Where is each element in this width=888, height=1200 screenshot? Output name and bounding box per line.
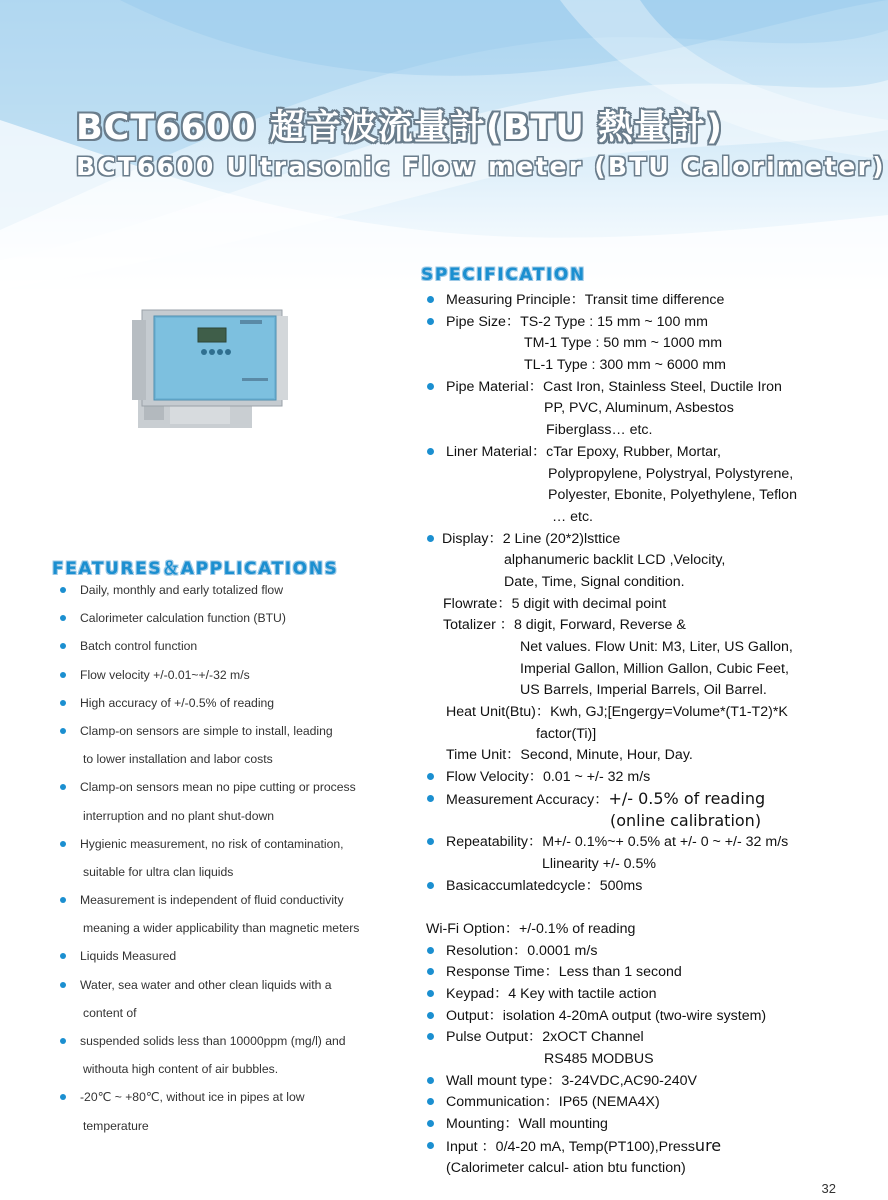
spec-line-main: Heat Unit(Btu)：Kwh, GJ;[Engergy=Volume*(T1-T2)*K (446, 704, 788, 721)
spec-line (424, 485, 884, 507)
spec-line-main: Output：isolation 4-20mA output (two-wire system) (446, 1007, 767, 1024)
feature-item (58, 665, 418, 693)
bullet-icon (60, 587, 66, 593)
feature-item-text: Measurement is independent of fluid conductivity (80, 893, 344, 908)
feature-item (58, 1059, 418, 1087)
spec-line-text (524, 355, 726, 375)
bullet-icon (427, 383, 434, 390)
spec-line-main: Resolution：0.0001 m/s (446, 942, 598, 959)
spec-line (424, 811, 884, 833)
spec-line-main: Mounting：Wall mounting (446, 1116, 608, 1133)
bullet-icon (60, 728, 66, 734)
specification-list (424, 290, 884, 1179)
feature-item (58, 862, 418, 890)
spec-line (424, 420, 884, 442)
spec-line-main: Polypropylene, Polystryal, Polystyrene, (548, 465, 794, 482)
spec-line (424, 1049, 884, 1071)
bullet-icon (427, 968, 434, 975)
feature-item (58, 1087, 418, 1115)
feature-item (58, 975, 418, 1003)
spec-line (424, 398, 884, 420)
spec-line-main: Totalizer ：8 digit, Forward, Reverse & (443, 617, 686, 634)
spec-line-text (446, 832, 788, 852)
bullet-icon (60, 1038, 66, 1044)
spec-line-text (446, 1158, 686, 1178)
spec-line (424, 745, 884, 767)
spec-line (424, 919, 884, 941)
spec-line (424, 615, 884, 637)
spec-line-main: Repeatability：M+/- 0.1%~+ 0.5% at +/- 0 ~ +/- 32 m/s (446, 834, 789, 851)
spec-line-main: Net values. Flow Unit: M3, Liter, US Gallon, (520, 639, 793, 655)
spec-line (424, 550, 884, 572)
spec-line (424, 464, 884, 486)
feature-item (58, 1003, 418, 1031)
feature-item-text: Water, sea water and other clean liquids with a (80, 977, 332, 992)
feature-item (58, 580, 418, 608)
spec-line (424, 355, 884, 377)
spec-line (424, 377, 884, 399)
feature-item-text: Liquids Measured (80, 949, 177, 964)
spec-line-main: US Barrels, Imperial Barrels, Oil Barrel. (520, 682, 767, 699)
spec-line-main: Liner Material：cTar Epoxy, Rubber, Mortar, (446, 443, 721, 460)
feature-item-text: Daily, monthly and early totalized flow (80, 583, 283, 597)
feature-item-text: Calorimeter calculation function (BTU) (80, 611, 286, 626)
bullet-icon (427, 882, 434, 889)
bullet-icon (427, 990, 434, 997)
spec-line-text (426, 919, 635, 939)
feature-item (58, 890, 418, 918)
spec-line-main: TL-1 Type : 300 mm ~ 6000 mm (524, 357, 726, 374)
spec-line-text (443, 615, 686, 635)
bullet-icon (427, 1012, 434, 1019)
spec-line (424, 442, 884, 464)
spec-line (424, 984, 884, 1006)
spec-line-text (446, 1027, 644, 1047)
spec-line-main: Response Time：Less than 1 second (446, 964, 682, 981)
spec-line-main: Display：2 Line (20*2)lsttice (442, 530, 621, 547)
spec-line-main: Keypad：4 Key with tactile action (446, 986, 657, 1002)
feature-item-text: meaning a wider applicability than magnetic meters (83, 921, 360, 936)
spec-line-main: Fiberglass… etc. (546, 422, 653, 439)
feature-item (58, 608, 418, 636)
bullet-icon (427, 773, 434, 780)
spec-line-main: (Calorimeter calcul- ation btu function) (446, 1159, 686, 1176)
spec-line (424, 1006, 884, 1028)
bullet-icon (60, 672, 66, 678)
feature-item-text: content of (83, 1005, 137, 1020)
bullet-icon (60, 643, 66, 649)
spec-line (424, 854, 884, 876)
spec-gap (424, 897, 884, 919)
spec-line (424, 876, 884, 898)
bullet-icon (60, 784, 66, 790)
feature-item-text: withouta high content of air bubbles. (83, 1062, 279, 1077)
bullet-icon (427, 535, 434, 542)
spec-line-text (544, 1049, 654, 1069)
spec-line-text (446, 377, 782, 397)
spec-line-text (442, 529, 620, 549)
spec-line (424, 962, 884, 984)
specification-heading: SPECIFICATION (421, 265, 586, 285)
spec-line-main: … etc. (552, 508, 593, 525)
spec-line (424, 659, 884, 681)
bullet-icon (427, 795, 434, 802)
header-wave-decoration (0, 0, 888, 300)
spec-line-text (504, 572, 685, 592)
spec-line-main: Date, Time, Signal condition. (504, 573, 685, 590)
spec-line (424, 832, 884, 854)
spec-line-extra: +/- 0.5% of reading (608, 788, 766, 808)
spec-line-main: Time Unit：Second, Minute, Hour, Day. (446, 747, 693, 764)
flow-meter-device-photo (130, 306, 290, 434)
spec-line (424, 702, 884, 724)
spec-line-main: Llinearity +/- 0.5% (542, 855, 656, 872)
spec-line-main: Pipe Size：TS-2 Type : 15 mm ~ 100 mm (446, 313, 708, 330)
spec-line-extra: ure (694, 1135, 722, 1155)
feature-item (58, 946, 418, 974)
spec-line-text (446, 1114, 608, 1134)
feature-item-text: temperature (83, 1118, 149, 1133)
feature-item-text: suitable for ultra clan liquids (83, 864, 234, 879)
spec-line-text (446, 941, 597, 961)
spec-line-text (544, 398, 734, 418)
spec-line-text (520, 680, 767, 700)
spec-line (424, 637, 884, 659)
spec-line (424, 724, 884, 746)
spec-line-text (546, 420, 652, 440)
spec-line-text (520, 659, 789, 679)
spec-line-main: Wall mount type：3-24VDC,AC90-240V (446, 1072, 698, 1089)
feature-item (58, 834, 418, 862)
bullet-icon (60, 982, 66, 988)
bullet-icon (427, 1120, 434, 1127)
header-banner (0, 0, 888, 300)
spec-line-main: Measuring Principle：Transit time difference (446, 292, 725, 308)
bullet-icon (60, 841, 66, 847)
spec-line-text (552, 507, 593, 527)
spec-line-text (446, 312, 708, 332)
spec-line-text (446, 1092, 660, 1112)
bullet-icon (427, 318, 434, 325)
bullet-icon (427, 947, 434, 954)
spec-line-text (443, 594, 666, 614)
spec-line-text (446, 984, 657, 1004)
spec-line (424, 1071, 884, 1093)
spec-line-main: Input ：0/4-20 mA, Temp(PT100),Press (446, 1138, 695, 1155)
bullet-icon (427, 1098, 434, 1105)
spec-line-text (548, 464, 793, 484)
bullet-icon (427, 296, 434, 303)
bullet-icon (427, 1077, 434, 1084)
feature-item (58, 636, 418, 664)
feature-item (58, 777, 418, 805)
feature-item-text: Clamp-on sensors are simple to install, leading (80, 723, 333, 738)
spec-line-text (446, 962, 682, 982)
feature-item (58, 749, 418, 777)
spec-line (424, 312, 884, 334)
spec-line-main: Imperial Gallon, Million Gallon, Cubic Feet, (520, 660, 789, 677)
spec-line-text (610, 811, 761, 831)
bullet-icon (427, 448, 434, 455)
spec-line-text (536, 724, 596, 744)
spec-line-main: factor(Ti)] (536, 725, 597, 742)
spec-line-text (446, 442, 721, 462)
bullet-icon (427, 1142, 434, 1149)
bullet-icon (60, 700, 66, 706)
spec-line-text (446, 1136, 721, 1157)
bullet-icon (60, 615, 66, 621)
spec-line-text (524, 333, 722, 353)
bullet-icon (427, 838, 434, 845)
spec-line-text (446, 789, 765, 810)
feature-item-text: Hygienic measurement, no risk of contamination, (80, 836, 344, 851)
feature-item (58, 1031, 418, 1059)
feature-item (58, 918, 418, 946)
spec-line (424, 680, 884, 702)
spec-line-main: Basicaccumlatedcycle：500ms (446, 877, 643, 894)
feature-item-text: suspended solids less than 10000ppm (mg/l) and (80, 1034, 346, 1048)
spec-line (424, 290, 884, 312)
spec-line-text (542, 854, 656, 874)
spec-line-text (548, 485, 797, 505)
spec-line (424, 594, 884, 616)
spec-line-main: Communication：IP65 (NEMA4X) (446, 1094, 660, 1111)
spec-line-main: Pipe Material：Cast Iron, Stainless Steel, Ductile Iron (446, 378, 782, 395)
spec-line (424, 333, 884, 355)
bullet-icon (60, 1094, 66, 1100)
spec-line (424, 1114, 884, 1136)
spec-line-text (446, 745, 693, 765)
spec-line-text (446, 1071, 697, 1091)
spec-line-text (504, 550, 725, 570)
spec-line-main: Flowrate：5 digit with decimal point (443, 595, 667, 612)
spec-line-main: PP, PVC, Aluminum, Asbestos (544, 400, 734, 417)
features-list (58, 580, 418, 1144)
feature-item-text: interruption and no plant shut-down (83, 808, 275, 823)
features-heading: FEATURES＆APPLICATIONS (52, 559, 339, 579)
spec-line-main: Pulse Output：2xOCT Channel (446, 1029, 644, 1046)
spec-line (424, 529, 884, 551)
spec-line-text (446, 767, 650, 787)
feature-item (58, 806, 418, 834)
feature-item-text: Batch control function (80, 639, 198, 654)
spec-line (424, 1092, 884, 1114)
spec-line-text (520, 637, 793, 657)
feature-item-text: Clamp-on sensors mean no pipe cutting or process (80, 780, 356, 795)
spec-line-main: (online calibration) (610, 810, 762, 830)
spec-line (424, 572, 884, 594)
page-number: 32 (821, 1181, 836, 1196)
feature-item (58, 1116, 418, 1144)
bullet-icon (427, 1033, 434, 1040)
feature-item (58, 693, 418, 721)
spec-line (424, 767, 884, 789)
spec-line-main: Measurement Accuracy： (446, 791, 609, 808)
spec-line-text (446, 290, 724, 310)
bullet-icon (60, 953, 66, 959)
spec-line-main: RS485 MODBUS (544, 1051, 654, 1068)
spec-line-main: TM-1 Type : 50 mm ~ 1000 mm (524, 335, 723, 352)
spec-line-text (446, 876, 642, 896)
spec-line (424, 1027, 884, 1049)
spec-line-text (446, 1006, 766, 1026)
spec-line-main: Wi-Fi Option：+/-0.1% of reading (426, 920, 636, 937)
feature-item-text: Flow velocity +/-0.01~+/-32 m/s (80, 667, 250, 682)
spec-line (424, 507, 884, 529)
spec-line-main: Flow Velocity：0.01 ~ +/- 32 m/s (446, 769, 651, 786)
page-title-chinese: BCT6600 超音波流量計(BTU 熱量計) (76, 108, 723, 148)
feature-item (58, 721, 418, 749)
feature-item-text: High accuracy of +/-0.5% of reading (80, 695, 275, 710)
spec-line-main: alphanumeric backlit LCD ,Velocity, (504, 552, 726, 569)
spec-line (424, 941, 884, 963)
spec-line (424, 789, 884, 811)
bullet-icon (60, 897, 66, 903)
spec-line (424, 1158, 884, 1180)
page-title-english: BCT6600 Ultrasonic Flow meter (BTU Calorimeter) (76, 152, 886, 181)
feature-item-text: -20℃ ~ +80℃, without ice in pipes at low (80, 1090, 305, 1105)
spec-line-main: Polyester, Ebonite, Polyethylene, Teflon (548, 487, 797, 504)
feature-item-text: to lower installation and labor costs (83, 752, 273, 767)
spec-line (424, 1136, 884, 1158)
spec-line-text (446, 702, 788, 722)
